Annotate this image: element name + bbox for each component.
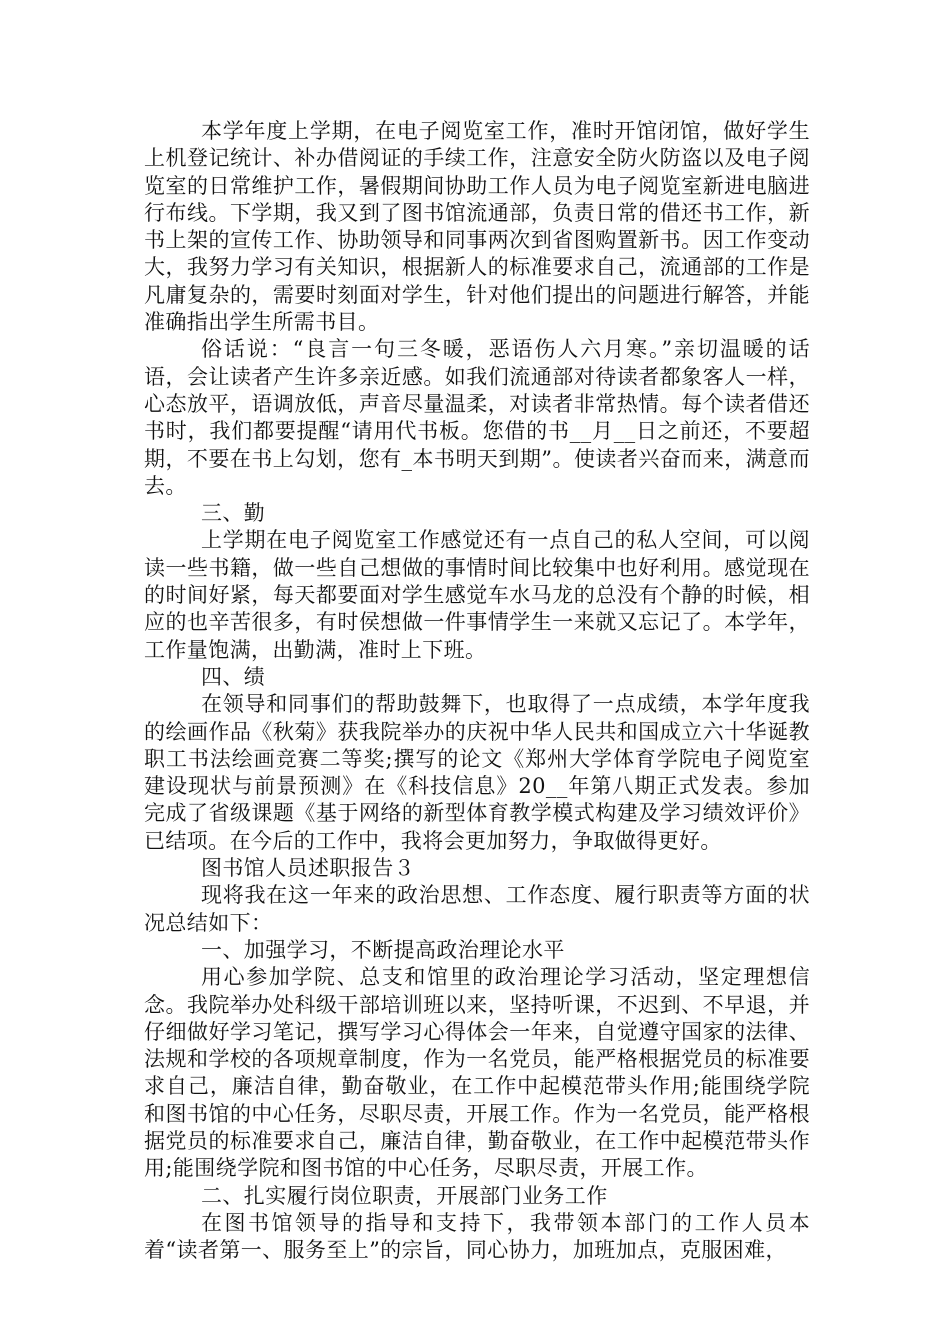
heading-study: 一、加强学习，不断提高政治理论水平	[201, 937, 565, 962]
heading-report-3: 图书馆人员述职报告３	[201, 856, 415, 881]
paragraph-summary-intro: 现将我在这一年来的政治思想、工作态度、履行职责等方面的状况总结如下：	[144, 883, 810, 935]
document-page	[144, 118, 810, 1264]
heading-diligence: 三、勤	[201, 501, 266, 526]
heading-duties: 二、扎实履行岗位职责，开展部门业务工作	[201, 1183, 608, 1208]
paragraph-study: 用心参加学院、总支和馆里的政治理论学习活动，坚定理想信念。我院举办处科级干部培训班以来，坚持听课，不迟到、不早退，并仔细做好学习笔记，撰写学习心得体会一年来，自觉遵守国家的法律、法规和学校的各项规章制度，作为一名党员，能严格根据党员的标准要求自己，廉洁自律，勤奋敬业，在工作中起模范带头作用;能围绕学院和图书馆的中心任务，尽职尽责，开展工作。作为一名党员，能严格根据党员的标准要求自己，廉洁自律，勤奋敬业，在工作中起模范带头作用;能围绕学院和图书馆的中心任务，尽职尽责，开展工作。	[144, 965, 810, 1181]
paragraph-achievements: 在领导和同事们的帮助鼓舞下，也取得了一点成绩，本学年度我的绘画作品《秋菊》获我院举办的庆祝中华人民共和国成立六十华诞教职工书法绘画竞赛二等奖;撰写的论文《郑州大学体育学院电子阅览室建设现状与前景预测》在《科技信息》20__年第八期正式发表。参加完成了省级课题《基于网络的新型体育教学模式构建及学习绩效评价》已结项。在今后的工作中，我将会更加努力，争取做得更好。	[144, 692, 810, 853]
paragraph-proverb: 俗话说：“良言一句三冬暖，恶语伤人六月寒。”亲切温暖的话语，会让读者产生许多亲近感。如我们流通部对待读者都象客人一样，心态放平，语调放低，声音尽量温柔，对读者非常热情。每个读者借还书时，我们都要提醒“请用代书板。您借的书__月__日之前还，不要超期，不要在书上勾划，您有_本书明天到期”。使读者兴奋而来，满意而去。	[144, 337, 810, 498]
paragraph-duties: 在图书馆领导的指导和支持下，我带领本部门的工作人员本着“读者第一、服务至上”的宗旨，同心协力，加班加点，克服困难，	[144, 1210, 810, 1263]
paragraph-first-semester: 本学年度上学期，在电子阅览室工作，准时开馆闭馆，做好学生上机登记统计、补办借阅证的手续工作，注意安全防火防盗以及电子阅览室的日常维护工作，暑假期间协助工作人员为电子阅览室新进电脑进行布线。下学期，我又到了图书馆流通部，负责日常的借还书工作，新书上架的宣传工作、协助领导和同事两次到省图购置新书。因工作变动大，我努力学习有关知识，根据新人的标准要求自己，流通部的工作是凡庸复杂的，需要时刻面对学生，针对他们提出的问题进行解答，并能准确指出学生所需书目。	[144, 119, 810, 335]
paragraph-diligence: 上学期在电子阅览室工作感觉还有一点自己的私人空间，可以阅读一些书籍，做一些自己想做的事情时间比较集中也好利用。感觉现在的时间好紧，每天都要面对学生感觉车水马龙的总没有个静的时候，相应的也辛苦很多，有时侯想做一件事情学生一来就又忘记了。本学年，工作量饱满，出勤满，准时上下班。	[144, 528, 810, 662]
heading-achievements: 四、绩	[201, 664, 266, 689]
